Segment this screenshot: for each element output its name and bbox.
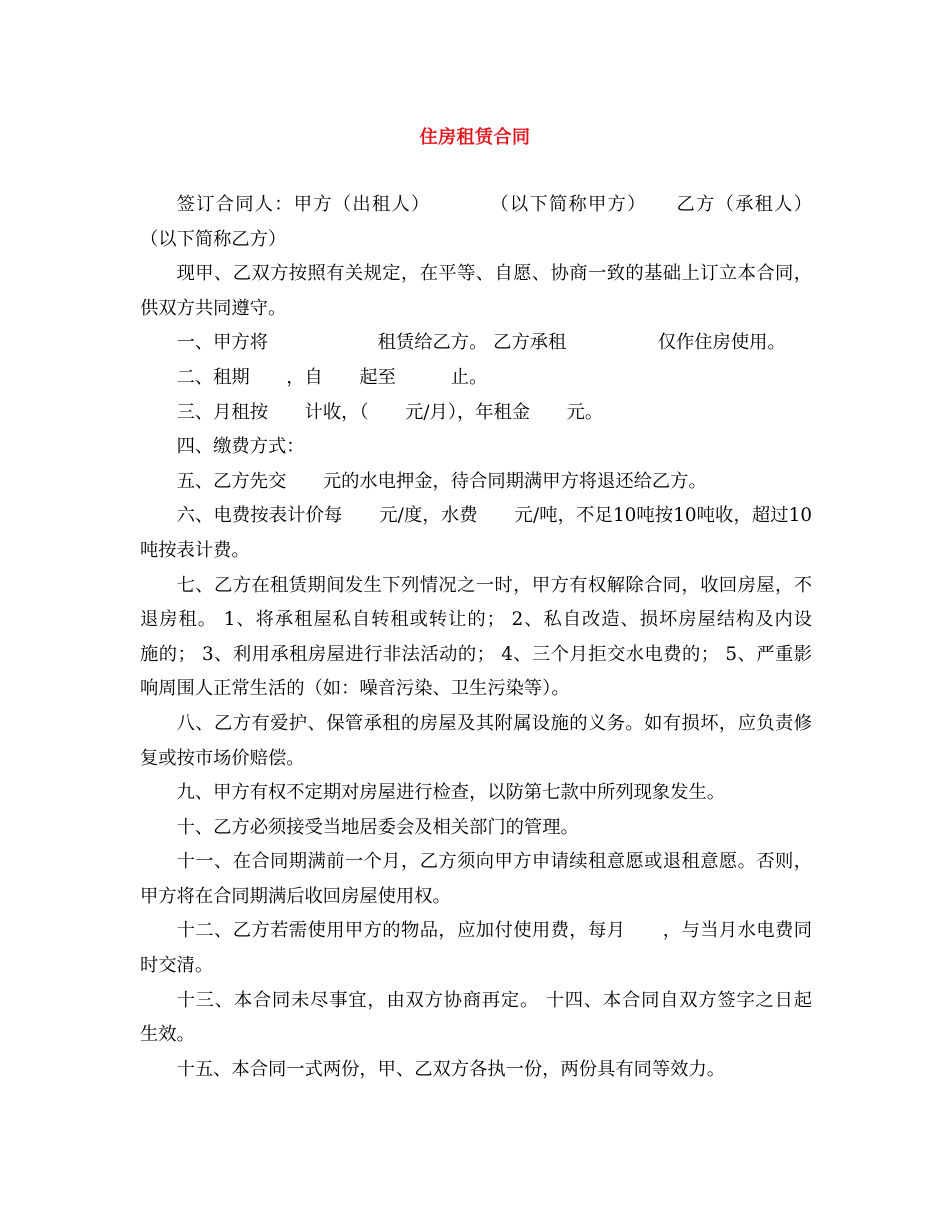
paragraph-line: 十、乙方必须接受当地居委会及相关部门的管理。	[176, 816, 579, 838]
clause-1-premises	[140, 326, 812, 361]
paragraph-line: 响周围人正常生活的（如：噪音污染、卫生污染等）。	[140, 678, 570, 700]
paragraph-line: 签订合同人：甲方（出租人） （以下简称甲方） 乙方（承租人）	[176, 194, 812, 215]
clause-9-inspection-right	[140, 776, 812, 811]
paragraph-line: 七、乙方在租赁期间发生下列情况之一时，甲方有权解除合同，收回房屋，不	[176, 574, 812, 596]
paragraph-line: 退房租。 1、将承租屋私自转租或转让的； 2、私自改造、损坏房屋结构及内设	[140, 609, 812, 631]
clause-13-14-misc-effective	[140, 984, 812, 1053]
paragraph-line: 十三、本合同未尽事宜，由双方协商再定。 十四、本合同自双方签字之日起	[176, 989, 812, 1011]
paragraph-line: （以下简称乙方）	[140, 228, 287, 250]
paragraph-line: 三、月租按 计收，（ 元/月），年租金 元。	[176, 401, 604, 423]
paragraph-line: 一、甲方将 租赁给乙方。 乙方承租 仅作住房使用。	[176, 332, 786, 354]
paragraph-line: 十一、在合同期满前一个月，乙方须向甲方申请续租意愿或退租意愿。否则，	[176, 851, 812, 873]
clause-7-termination-conditions	[140, 569, 812, 707]
paragraph-line: 六、电费按表计价每 元/度，水费 元/吨，不足10吨按10吨收，超过10	[176, 505, 812, 527]
paragraph-line: 时交清。	[140, 955, 214, 977]
paragraph-line: 现甲、乙双方按照有关规定，在平等、自愿、协商一致的基础上订立本合同，	[176, 263, 812, 285]
clause-4-payment-method	[140, 430, 812, 465]
clause-15-copies	[140, 1053, 812, 1088]
paragraph-line: 五、乙方先交 元的水电押金，待合同期满甲方将退还给乙方。	[176, 470, 707, 492]
clause-6-utility-rates	[140, 499, 812, 568]
paragraph-line: 二、租期 ，自 起至 止。	[176, 366, 488, 388]
contract-body	[140, 188, 812, 1087]
clause-5-deposit	[140, 465, 812, 500]
paragraph-line: 四、缴费方式：	[176, 436, 305, 458]
paragraph-line: 复或按市场价赔偿。	[140, 747, 305, 769]
clause-11-renewal-notice	[140, 845, 812, 914]
paragraph-line: 生效。	[140, 1024, 195, 1046]
paragraph-line: 十二、乙方若需使用甲方的物品，应加付使用费，每月 ，与当月水电费同	[176, 920, 812, 942]
preamble-paragraph	[140, 257, 812, 326]
signing-parties-paragraph	[140, 188, 812, 257]
clause-2-lease-term	[140, 361, 812, 396]
clause-3-rent	[140, 396, 812, 431]
paragraph-line: 九、甲方有权不定期对房屋进行检查，以防第七款中所列现象发生。	[176, 782, 726, 804]
contract-title: 住房租赁合同	[419, 127, 531, 147]
paragraph-line: 吨按表计费。	[140, 539, 250, 561]
paragraph-line: 十五、本合同一式两份，甲、乙双方各执一份，两份具有同等效力。	[176, 1058, 726, 1080]
clause-10-management	[140, 811, 812, 846]
clause-8-maintenance-duty	[140, 707, 812, 776]
paragraph-line: 供双方共同遵守。	[140, 297, 287, 319]
paragraph-line: 施的； 3、利用承租房屋进行非法活动的； 4、三个月拒交水电费的； 5、严重影	[140, 643, 812, 665]
paragraph-line: 甲方将在合同期满后收回房屋使用权。	[140, 885, 451, 907]
clause-12-item-usage-fee	[140, 914, 812, 983]
paragraph-line: 八、乙方有爱护、保管承租的房屋及其附属设施的义务。如有损坏，应负责修	[176, 712, 812, 734]
